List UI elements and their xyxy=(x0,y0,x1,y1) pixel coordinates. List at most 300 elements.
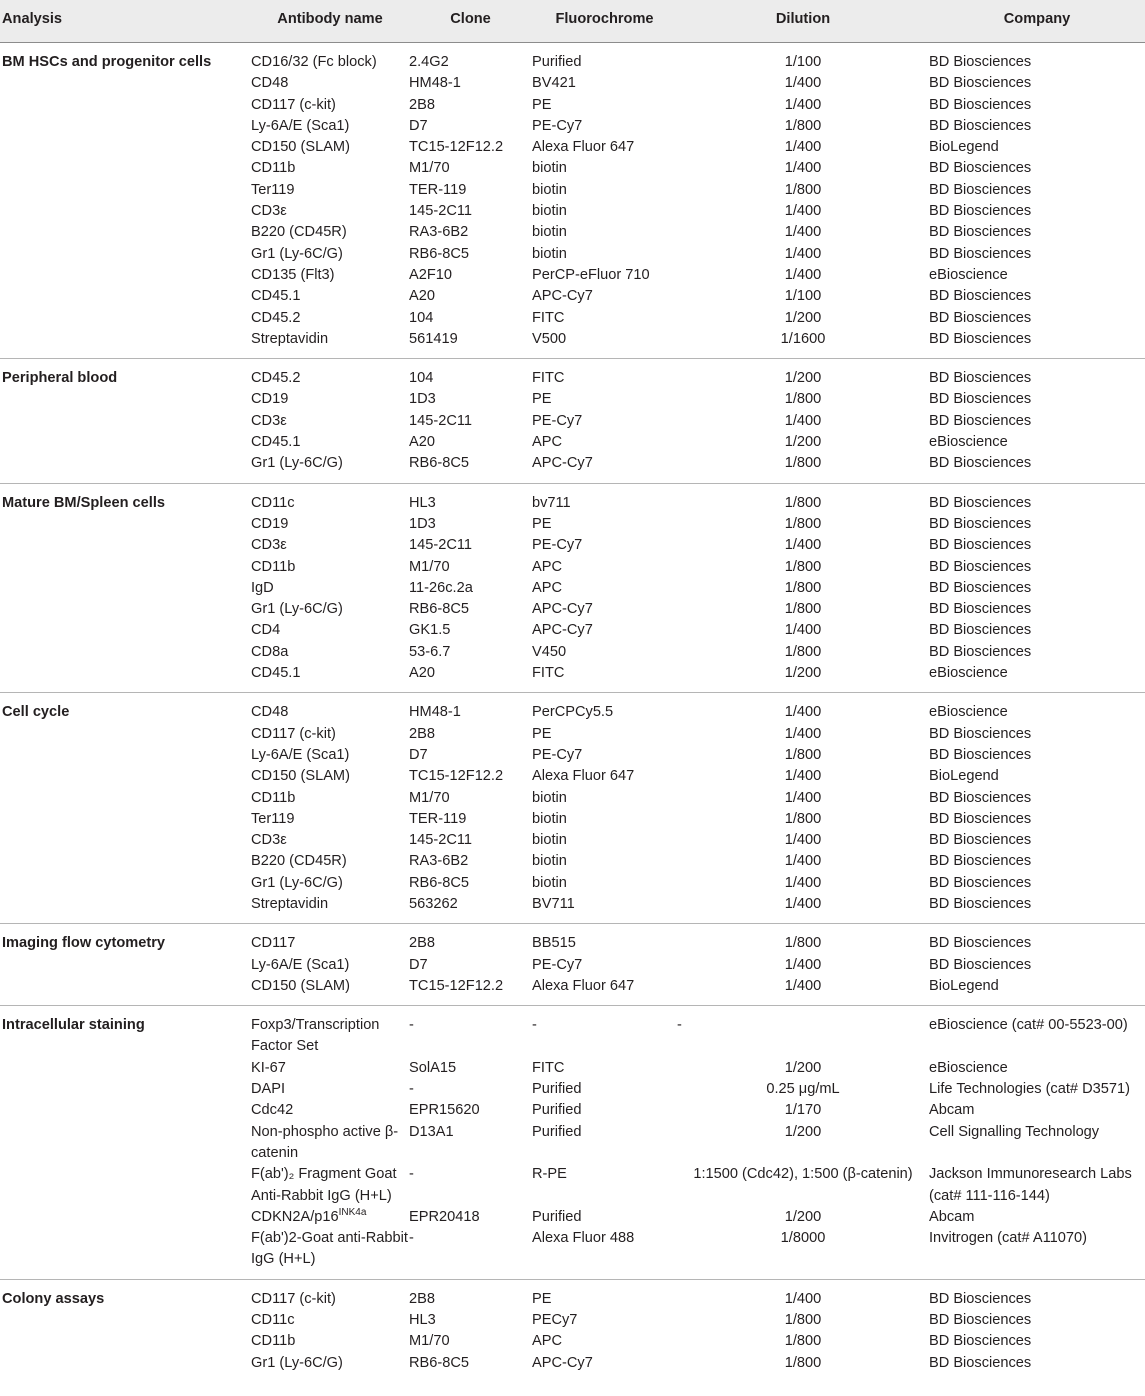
dilution-cell: - xyxy=(677,1006,929,1058)
company-cell: BD Biosciences xyxy=(929,1312,1032,1329)
dilution-cell: 1/400 xyxy=(784,853,822,870)
fluorochrome-cell: APC xyxy=(532,579,563,596)
dilution-cell: 1/400 xyxy=(784,96,822,113)
antibody-cell: CD48 xyxy=(251,75,289,92)
clone-cell: 145-2C11 xyxy=(409,412,473,429)
clone-cell: 104 xyxy=(409,309,434,326)
dilution-cell: 1/400 xyxy=(784,956,822,973)
clone-cell: HM48-1 xyxy=(409,693,532,724)
company-cell: BD Biosciences xyxy=(929,75,1032,92)
company-cell: BD Biosciences xyxy=(929,832,1032,849)
clone-cell: 145-2C11 xyxy=(409,203,473,220)
group-label-empty xyxy=(0,222,251,243)
clone-cell: M1/70 xyxy=(409,558,450,575)
fluorochrome-cell: PerCP-eFluor 710 xyxy=(532,266,650,283)
table-row xyxy=(0,411,1145,432)
fluorochrome-cell: PE-Cy7 xyxy=(532,537,583,554)
dilution-cell: 1/8000 xyxy=(780,1230,826,1247)
table-row xyxy=(0,766,1145,787)
group-label-empty xyxy=(0,244,251,265)
antibody-cell: CD19 xyxy=(251,515,289,532)
clone-cell: 2.4G2 xyxy=(409,54,449,70)
antibody-cell: CD45.2 xyxy=(251,359,409,390)
group-label-empty xyxy=(0,308,251,329)
antibody-cell: B220 (CD45R) xyxy=(251,224,347,241)
antibody-cell: DAPI xyxy=(251,1081,286,1098)
dilution-cell: 1/800 xyxy=(677,924,929,955)
table-row xyxy=(0,830,1145,851)
dilution-cell: 1/400 xyxy=(784,977,822,994)
clone-cell: RB6-8C5 xyxy=(409,874,470,891)
company-cell: BD Biosciences xyxy=(929,359,1145,390)
group-label-empty xyxy=(0,180,251,201)
dilution-cell: 1/400 xyxy=(784,203,822,220)
fluorochrome-cell: APC-Cy7 xyxy=(532,1354,593,1371)
dilution-cell: 1/400 xyxy=(784,789,822,806)
company-cell: Cell Signalling Technology xyxy=(929,1123,1100,1140)
clone-cell: - xyxy=(409,1081,414,1098)
table-row xyxy=(0,95,1145,116)
company-cell: BD Biosciences xyxy=(929,622,1032,639)
clone-cell: D7 xyxy=(409,746,428,763)
dilution-cell: 1/400 xyxy=(784,895,822,912)
table-row xyxy=(0,1331,1145,1352)
table-row xyxy=(0,851,1145,872)
group-label-empty xyxy=(0,453,251,483)
antibody-cell: Non-phospho active β-catenin xyxy=(251,1123,399,1161)
table-row xyxy=(0,329,1145,359)
table-row xyxy=(0,1310,1145,1331)
antibody-cell: Ter119 xyxy=(251,181,295,198)
group-label-empty xyxy=(0,1228,251,1279)
clone-cell: 145-2C11 xyxy=(409,537,473,554)
antibody-cell: Gr1 (Ly-6C/G) xyxy=(251,455,343,472)
table-row xyxy=(0,1100,1145,1121)
group-label-empty xyxy=(0,73,251,94)
fluorochrome-cell: biotin xyxy=(532,160,567,177)
company-cell: BD Biosciences xyxy=(929,181,1032,198)
dilution-cell: 1/400 xyxy=(784,266,822,283)
fluorochrome-cell: PE-Cy7 xyxy=(532,746,583,763)
fluorochrome-cell: Purified xyxy=(532,1123,582,1140)
table-row xyxy=(0,599,1145,620)
company-cell: BD Biosciences xyxy=(929,579,1032,596)
clone-cell: M1/70 xyxy=(409,160,450,177)
header-dilution: Dilution xyxy=(677,0,929,43)
table-row xyxy=(0,788,1145,809)
clone-cell: RB6-8C5 xyxy=(409,455,470,472)
fluorochrome-cell: PE xyxy=(532,515,552,532)
company-cell: eBioscience xyxy=(929,1059,1008,1076)
table-row xyxy=(0,483,1145,514)
header-company: Company xyxy=(929,0,1145,43)
table-row xyxy=(0,620,1145,641)
antibody-name: CDKN2A/p16 xyxy=(251,1208,339,1225)
table-row xyxy=(0,359,1145,390)
company-cell: BD Biosciences xyxy=(929,853,1032,870)
group-label-empty xyxy=(0,642,251,663)
clone-cell: HM48-1 xyxy=(409,75,461,92)
company-cell: BD Biosciences xyxy=(929,601,1032,618)
group-label-empty xyxy=(0,286,251,307)
fluorochrome-cell: PE-Cy7 xyxy=(532,117,583,134)
fluorochrome-cell: PE-Cy7 xyxy=(532,956,583,973)
table-row xyxy=(0,873,1145,894)
antibody-cell: KI-67 xyxy=(251,1059,286,1076)
clone-cell: RB6-8C5 xyxy=(409,245,470,262)
antibody-cell: F(ab')2-Goat anti-Rabbit IgG (H+L) xyxy=(251,1230,408,1268)
group-label-empty xyxy=(0,809,251,830)
group-label-empty xyxy=(0,1100,251,1121)
fluorochrome-cell: biotin xyxy=(532,245,567,262)
clone-cell: 1D3 xyxy=(409,515,436,532)
antibody-cell: Gr1 (Ly-6C/G) xyxy=(251,874,343,891)
company-cell: Jackson Immunoresearch Labs (cat# 111-116-144) xyxy=(929,1166,1132,1204)
dilution-cell: 1/800 xyxy=(784,391,822,408)
fluorochrome-cell: - xyxy=(532,1006,677,1058)
group-label-empty xyxy=(0,894,251,924)
fluorochrome-cell: PE xyxy=(532,1279,677,1310)
clone-cell: 2B8 xyxy=(409,924,532,955)
antibody-cell: Gr1 (Ly-6C/G) xyxy=(251,245,343,262)
table-row xyxy=(0,308,1145,329)
clone-cell: RA3-6B2 xyxy=(409,853,469,870)
company-cell: BD Biosciences xyxy=(929,483,1145,514)
dilution-cell: 1/800 xyxy=(677,483,929,514)
company-cell: BD Biosciences xyxy=(929,746,1032,763)
table-row xyxy=(0,1228,1145,1279)
group-label: BM HSCs and progenitor cells xyxy=(2,54,212,70)
dilution-cell: 1/400 xyxy=(784,245,822,262)
table-row xyxy=(0,158,1145,179)
antibody-cell: CD150 (SLAM) xyxy=(251,768,350,785)
fluorochrome-cell: PECy7 xyxy=(532,1312,578,1329)
clone-cell: 104 xyxy=(409,359,532,390)
table-row xyxy=(0,955,1145,976)
fluorochrome-cell: Alexa Fluor 647 xyxy=(532,139,635,156)
dilution-cell: 1/400 xyxy=(784,832,822,849)
fluorochrome-cell: biotin xyxy=(532,832,567,849)
antibody-cell: CD19 xyxy=(251,391,289,408)
fluorochrome-cell: FITC xyxy=(532,1059,565,1076)
clone-cell: TER-119 xyxy=(409,810,467,827)
antibody-cell: Gr1 (Ly-6C/G) xyxy=(251,1354,343,1371)
table-row xyxy=(0,1079,1145,1100)
dilution-cell: 1/800 xyxy=(784,515,822,532)
antibody-cell: CD11c xyxy=(251,1312,295,1329)
clone-cell: 1D3 xyxy=(409,391,436,408)
fluorochrome-cell: V500 xyxy=(532,330,567,347)
antibody-cell: CD11b xyxy=(251,160,296,177)
dilution-cell: 1/400 xyxy=(784,75,822,92)
group-label-empty xyxy=(0,1310,251,1331)
dilution-cell: 1/800 xyxy=(784,1312,822,1329)
group-label: Peripheral blood xyxy=(0,359,251,390)
clone-cell: 563262 xyxy=(409,895,458,912)
group-label-empty xyxy=(0,955,251,976)
fluorochrome-cell: APC-Cy7 xyxy=(532,288,593,305)
table-row xyxy=(0,1058,1145,1079)
company-cell: BD Biosciences xyxy=(929,810,1032,827)
table-row xyxy=(0,1353,1145,1382)
header-clone: Clone xyxy=(409,0,532,43)
dilution-cell: 1/800 xyxy=(784,601,822,618)
group-label: Mature BM/Spleen cells xyxy=(0,483,251,514)
clone-cell: D7 xyxy=(409,956,428,973)
fluorochrome-cell: PE xyxy=(532,96,552,113)
table-row xyxy=(0,976,1145,1006)
table-row xyxy=(0,137,1145,158)
antibody-cell: CD45.2 xyxy=(251,309,301,326)
table-row xyxy=(0,578,1145,599)
group-label-empty xyxy=(0,976,251,1006)
superscript: INK4a xyxy=(338,1206,367,1218)
antibody-cell: Cdc42 xyxy=(251,1102,294,1119)
group-label-empty xyxy=(0,432,251,453)
dilution-cell: 1/800 xyxy=(784,558,822,575)
company-cell: BD Biosciences xyxy=(929,245,1032,262)
company-cell: BD Biosciences xyxy=(929,558,1032,575)
group-label: Colony assays xyxy=(0,1279,251,1310)
antibody-cell: CD45.1 xyxy=(251,434,301,451)
clone-cell: EPR15620 xyxy=(409,1102,480,1119)
antibody-cell: CD11c xyxy=(251,483,409,514)
antibody-cell: Ter119 xyxy=(251,810,295,827)
company-cell: BD Biosciences xyxy=(929,391,1032,408)
dilution-cell: 1/400 xyxy=(784,874,822,891)
dilution-cell: 1/800 xyxy=(784,181,822,198)
table-row xyxy=(0,180,1145,201)
table-row xyxy=(0,745,1145,766)
clone-cell: - xyxy=(409,1230,414,1247)
dilution-cell: 1:1500 (Cdc42), 1:500 (β-catenin) xyxy=(693,1166,913,1183)
group-label: Intracellular staining xyxy=(0,1006,251,1058)
fluorochrome-cell: PerCPCy5.5 xyxy=(532,693,677,724)
fluorochrome-cell: R-PE xyxy=(532,1166,567,1183)
antibody-cell: IgD xyxy=(251,579,274,596)
fluorochrome-cell: APC xyxy=(532,434,563,451)
company-cell: BD Biosciences xyxy=(929,54,1032,70)
company-cell: eBioscience (cat# 00-5523-00) xyxy=(929,1006,1145,1058)
fluorochrome-cell: bv711 xyxy=(532,483,677,514)
clone-cell: 2B8 xyxy=(409,725,435,742)
company-cell: BD Biosciences xyxy=(929,117,1032,134)
clone-cell: M1/70 xyxy=(409,1333,450,1350)
antibody-cell: CD117 (c-kit) xyxy=(251,1279,409,1310)
antibody-cell: CD11b xyxy=(251,558,296,575)
table-row xyxy=(0,514,1145,535)
group-label-empty xyxy=(0,830,251,851)
antibody-cell: Ly-6A/E (Sca1) xyxy=(251,956,350,973)
header-analysis: Analysis xyxy=(0,0,251,43)
antibody-cell: CD3ε xyxy=(251,832,287,849)
group-label: Imaging flow cytometry xyxy=(0,924,251,955)
company-cell: BD Biosciences xyxy=(929,1354,1032,1371)
group-label-empty xyxy=(0,116,251,137)
company-cell: BD Biosciences xyxy=(929,643,1032,660)
antibody-cell: Gr1 (Ly-6C/G) xyxy=(251,601,343,618)
group-label-empty xyxy=(0,663,251,693)
fluorochrome-cell: V450 xyxy=(532,643,567,660)
table-row xyxy=(0,1164,1145,1207)
group-label-empty xyxy=(0,620,251,641)
dilution-cell: 1/200 xyxy=(784,309,822,326)
antibody-cell: Foxp3/Transcription Factor Set xyxy=(251,1006,409,1058)
clone-cell: TER-119 xyxy=(409,181,467,198)
dilution-cell: 1/800 xyxy=(784,1333,822,1350)
company-cell: BD Biosciences xyxy=(929,874,1032,891)
antibody-cell: B220 (CD45R) xyxy=(251,853,347,870)
fluorochrome-cell: PE xyxy=(532,725,552,742)
table-row xyxy=(0,244,1145,265)
antibody-cell: CD11b xyxy=(251,1333,296,1350)
fluorochrome-cell: APC-Cy7 xyxy=(532,601,593,618)
clone-cell: RB6-8C5 xyxy=(409,1354,470,1371)
fluorochrome-cell: Purified xyxy=(532,54,582,70)
dilution-cell: 1/200 xyxy=(784,1123,822,1140)
antibody-cell: CD11b xyxy=(251,789,296,806)
clone-cell: SolA15 xyxy=(409,1059,457,1076)
clone-cell: 11-26c.2a xyxy=(409,579,473,596)
table-row xyxy=(0,642,1145,663)
fluorochrome-cell: Purified xyxy=(532,1081,582,1098)
antibody-cell: CD117 (c-kit) xyxy=(251,96,336,113)
fluorochrome-cell: FITC xyxy=(532,359,677,390)
antibody-cell: CD8a xyxy=(251,643,289,660)
dilution-cell: 1/400 xyxy=(784,725,822,742)
company-cell: BD Biosciences xyxy=(929,1279,1145,1310)
clone-cell: TC15-12F12.2 xyxy=(409,768,504,785)
table-row xyxy=(0,222,1145,243)
fluorochrome-cell: Purified xyxy=(532,1208,582,1225)
group-label-empty xyxy=(0,745,251,766)
antibody-cell: CD45.1 xyxy=(251,665,301,682)
group-label-empty xyxy=(0,873,251,894)
clone-cell: TC15-12F12.2 xyxy=(409,977,504,994)
dilution-cell: 1/170 xyxy=(784,1102,822,1119)
table-row xyxy=(0,557,1145,578)
group-label-empty xyxy=(0,411,251,432)
header-fluorochrome: Fluorochrome xyxy=(532,0,677,43)
company-cell: BioLegend xyxy=(929,768,999,785)
fluorochrome-cell: biotin xyxy=(532,874,567,891)
group-label-empty xyxy=(0,1353,251,1382)
group-label-empty xyxy=(0,265,251,286)
dilution-cell: 1/800 xyxy=(784,455,822,472)
company-cell: BD Biosciences xyxy=(929,330,1032,347)
clone-cell: - xyxy=(409,1166,414,1183)
fluorochrome-cell: biotin xyxy=(532,789,567,806)
dilution-cell: 0.25 μg/mL xyxy=(766,1081,840,1098)
table-row xyxy=(0,201,1145,222)
fluorochrome-cell: PE-Cy7 xyxy=(532,412,583,429)
fluorochrome-cell: APC-Cy7 xyxy=(532,622,593,639)
dilution-cell: 1/100 xyxy=(784,288,822,305)
table-row xyxy=(0,73,1145,94)
clone-cell: D7 xyxy=(409,117,428,134)
table-row xyxy=(0,894,1145,924)
clone-cell: A20 xyxy=(409,288,435,305)
dilution-cell: 1/400 xyxy=(784,537,822,554)
clone-cell: D13A1 xyxy=(409,1123,454,1140)
fluorochrome-cell: Purified xyxy=(532,1102,582,1119)
antibody-cell: CD48 xyxy=(251,693,409,724)
clone-cell: HL3 xyxy=(409,1312,436,1329)
dilution-cell: 1/200 xyxy=(677,359,929,390)
company-cell: BD Biosciences xyxy=(929,537,1032,554)
dilution-cell: 1/400 xyxy=(784,160,822,177)
group-label-empty xyxy=(0,201,251,222)
dilution-cell: 1/800 xyxy=(784,1354,822,1371)
group-label-empty xyxy=(0,1058,251,1079)
group-label-empty xyxy=(0,766,251,787)
table-header-row xyxy=(0,0,1145,43)
table-row xyxy=(0,286,1145,307)
company-cell: BD Biosciences xyxy=(929,96,1032,113)
dilution-cell: 1/800 xyxy=(784,579,822,596)
fluorochrome-cell: APC-Cy7 xyxy=(532,455,593,472)
antibody-cell: CD3ε xyxy=(251,203,287,220)
fluorochrome-cell: PE xyxy=(532,391,552,408)
antibody-cell: Streptavidin xyxy=(251,895,329,912)
company-cell: BD Biosciences xyxy=(929,160,1032,177)
group-label-empty xyxy=(0,514,251,535)
clone-cell: RA3-6B2 xyxy=(409,224,469,241)
group-label-empty xyxy=(0,1164,251,1207)
table-row xyxy=(0,116,1145,137)
antibody-cell: CD16/32 (Fc block) xyxy=(251,54,377,70)
group-label-empty xyxy=(0,158,251,179)
clone-cell: TC15-12F12.2 xyxy=(409,139,504,156)
company-cell: Abcam xyxy=(929,1208,975,1225)
dilution-cell: 1/800 xyxy=(784,810,822,827)
group-label-empty xyxy=(0,578,251,599)
antibody-cell: CD117 xyxy=(251,924,409,955)
antibody-cell: Ly-6A/E (Sca1) xyxy=(251,746,350,763)
antibody-cell: CD3ε xyxy=(251,412,287,429)
antibody-cell: CD3ε xyxy=(251,537,287,554)
clone-cell: 2B8 xyxy=(409,1279,532,1310)
antibody-cell: CD45.1 xyxy=(251,288,301,305)
antibody-cell: Streptavidin xyxy=(251,330,329,347)
company-cell: BD Biosciences xyxy=(929,789,1032,806)
group-label-empty xyxy=(0,389,251,410)
group-label-empty xyxy=(0,788,251,809)
company-cell: BD Biosciences xyxy=(929,288,1032,305)
dilution-cell: 1/1600 xyxy=(780,330,826,347)
group-label-empty xyxy=(0,557,251,578)
group-label-empty xyxy=(0,1207,251,1228)
clone-cell: EPR20418 xyxy=(409,1208,480,1225)
table-row xyxy=(0,432,1145,453)
fluorochrome-cell: FITC xyxy=(532,309,565,326)
dilution-cell: 1/100 xyxy=(784,54,822,70)
header-antibody: Antibody name xyxy=(251,0,409,43)
clone-cell: 145-2C11 xyxy=(409,832,473,849)
company-cell: BD Biosciences xyxy=(929,309,1032,326)
company-cell: BioLegend xyxy=(929,977,999,994)
fluorochrome-cell: biotin xyxy=(532,181,567,198)
fluorochrome-cell: Alexa Fluor 647 xyxy=(532,768,635,785)
company-cell: Invitrogen (cat# A11070) xyxy=(929,1230,1087,1247)
dilution-cell: 1/400 xyxy=(784,224,822,241)
company-cell: BD Biosciences xyxy=(929,412,1032,429)
dilution-cell: 1/800 xyxy=(784,643,822,660)
clone-cell: 2B8 xyxy=(409,96,435,113)
antibody-cell: CD4 xyxy=(251,622,281,639)
table-row xyxy=(0,1006,1145,1058)
table-row xyxy=(0,693,1145,724)
